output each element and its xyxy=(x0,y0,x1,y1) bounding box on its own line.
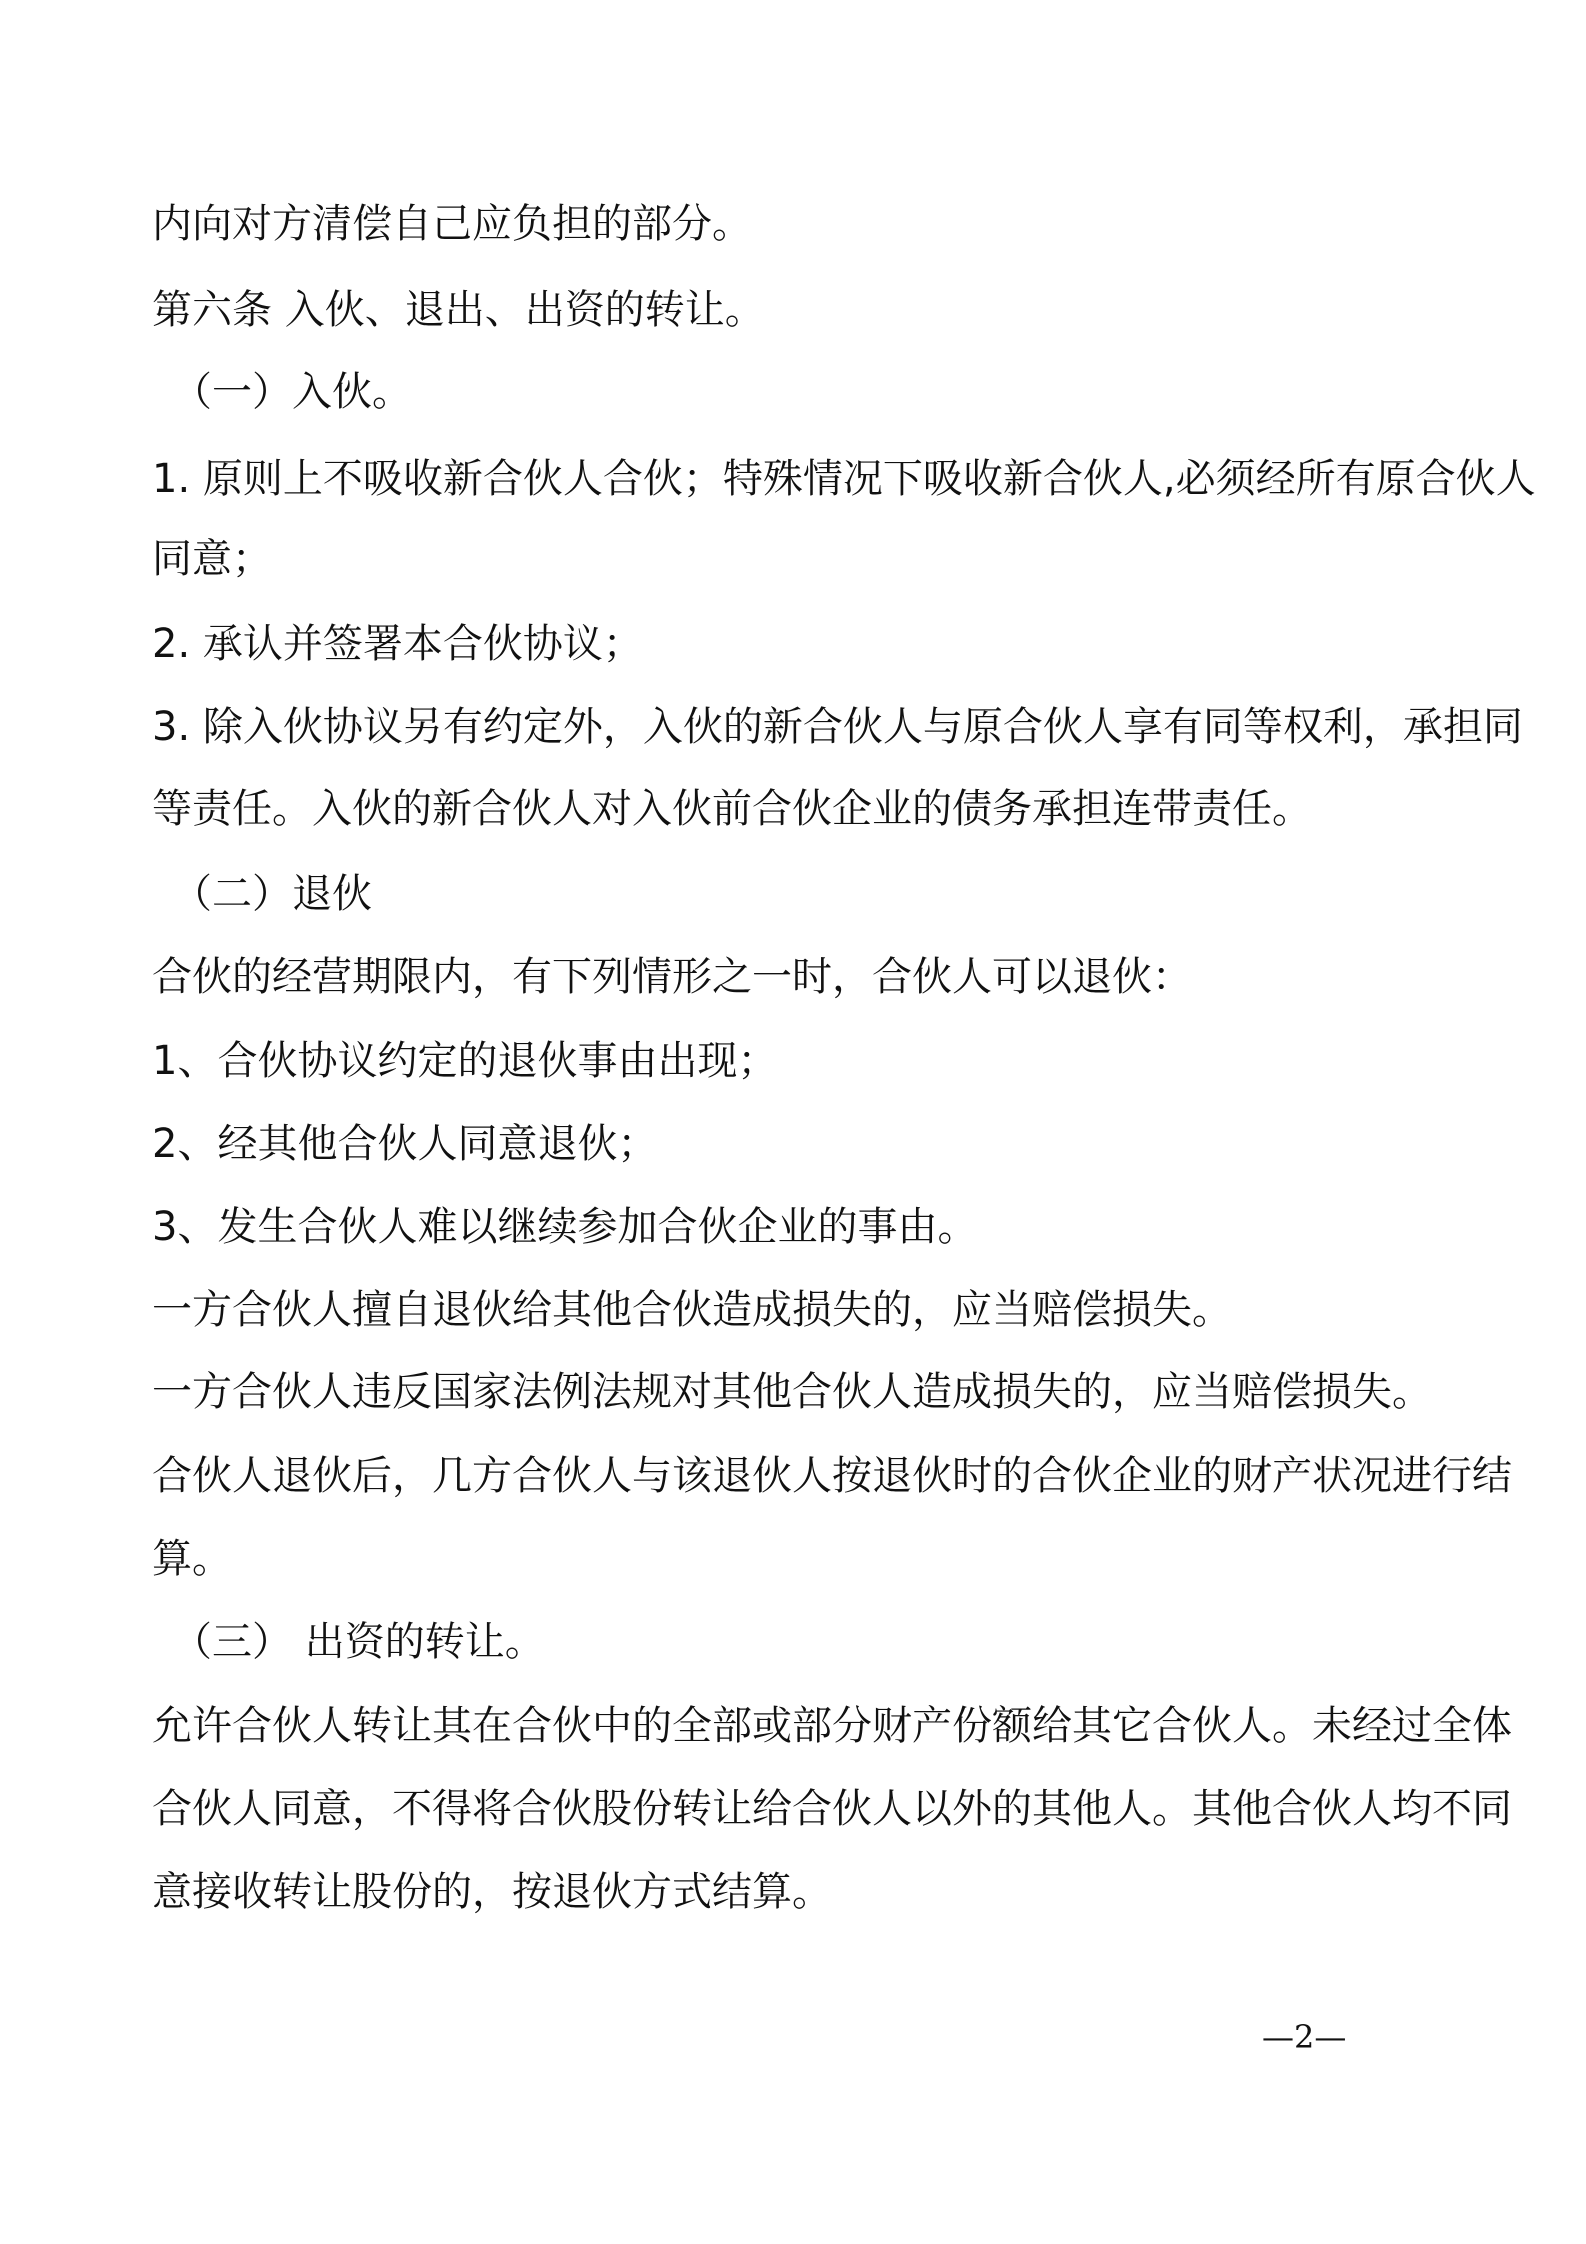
section-heading: （三） 出资的转让。 xyxy=(172,1619,545,1665)
text-line: 允许合伙人转让其在合伙中的全部或部分财产份额给其它合伙人。未经过全体 xyxy=(152,1703,1512,1749)
text-line: 等责任。入伙的新合伙人对入伙前合伙企业的债务承担连带责任。 xyxy=(152,786,1312,832)
section-heading: （一）入伙。 xyxy=(172,369,412,415)
text-line: 内向对方清偿自己应负担的部分。 xyxy=(152,201,752,247)
text-line: 1. 原则上不吸收新合伙人合伙；特殊情况下吸收新合伙人,必须经所有原合伙人 xyxy=(152,456,1536,502)
page-number: —2— xyxy=(1262,2018,1347,2056)
text-line: 合伙的经营期限内，有下列情形之一时，合伙人可以退伙： xyxy=(152,954,1192,1000)
list-item: 1、合伙协议约定的退伙事由出现； xyxy=(152,1038,778,1084)
text-line: 合伙人退伙后，几方合伙人与该退伙人按退伙时的合伙企业的财产状况进行结 xyxy=(152,1453,1512,1499)
section-heading: （二）退伙 xyxy=(172,871,372,917)
list-item: 2、经其他合伙人同意退伙； xyxy=(152,1121,658,1167)
text-line: 2. 承认并签署本合伙协议； xyxy=(152,621,643,667)
text-line: 合伙人同意，不得将合伙股份转让给合伙人以外的其他人。其他合伙人均不同 xyxy=(152,1786,1512,1832)
text-line: 一方合伙人擅自退伙给其他合伙造成损失的，应当赔偿损失。 xyxy=(152,1287,1232,1333)
list-item: 3、发生合伙人难以继续参加合伙企业的事由。 xyxy=(152,1204,978,1250)
text-line: 3. 除入伙协议另有约定外，入伙的新合伙人与原合伙人享有同等权利，承担同 xyxy=(152,704,1523,750)
text-line: 意接收转让股份的，按退伙方式结算。 xyxy=(152,1869,832,1915)
article-heading: 第六条 入伙、退出、出资的转让。 xyxy=(152,287,765,333)
text-line: 一方合伙人违反国家法例法规对其他合伙人造成损失的，应当赔偿损失。 xyxy=(152,1369,1432,1415)
text-line: 算。 xyxy=(152,1536,232,1582)
text-line: 同意； xyxy=(152,536,272,582)
